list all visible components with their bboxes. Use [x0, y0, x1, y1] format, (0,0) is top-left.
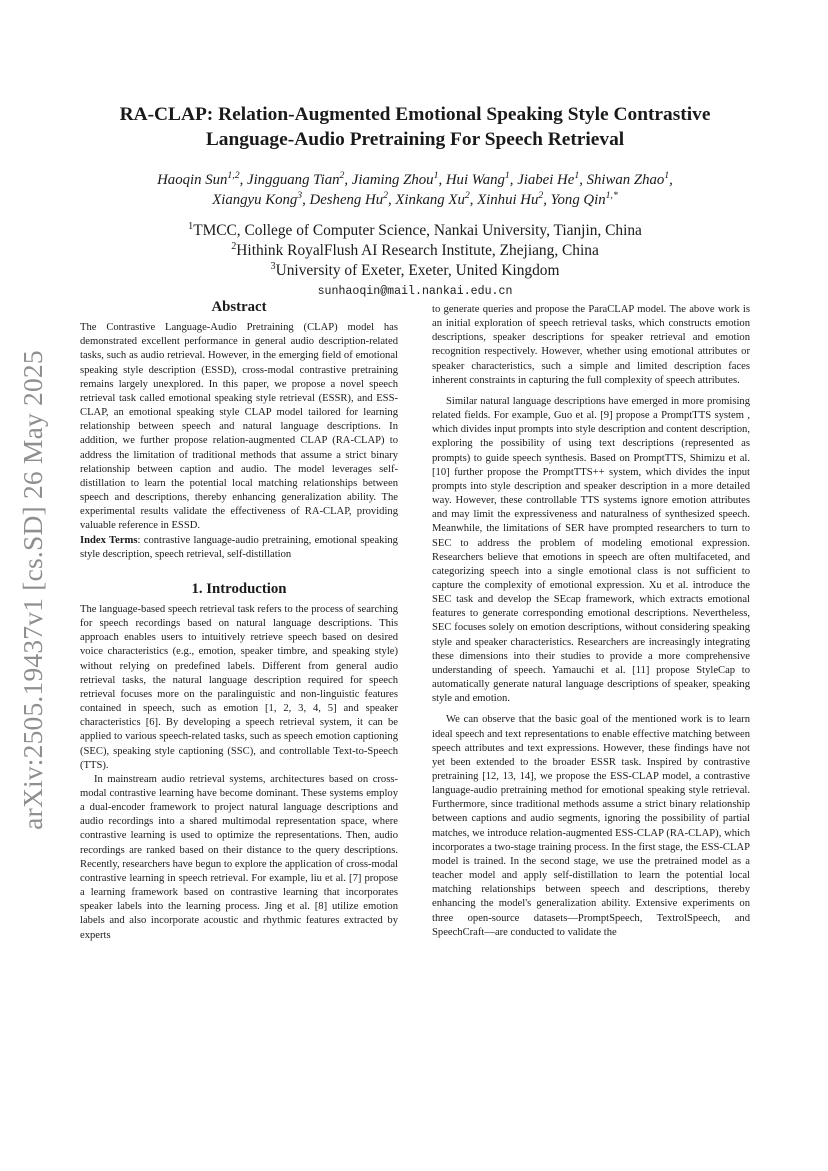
introduction-paragraph: In mainstream audio retrieval systems, architectures based on cross-modal contrastive learning have become dominant. These systems employ a dual-encoder framework to project natural language descriptions and audio recordings into a shared multimodal representation space, where contrastive learning is used to optimize the representations. Then, audio recordings are ranked based on their distance to the query descriptions. Recently, researchers have begun to explore the application of cross-modal contrastive learning in speech retrieval. For example, liu et al. [7] propose a learning framework based on contrastive learning that incorporates speaker labels into the learning process. Jing et al. [8] utilize emotion labels and also incorporate acoustic and rhythmic features extracted by experts [80, 773, 398, 941]
author-affiliation-mark: 1 [664, 170, 670, 182]
author-name: Jiabei He [517, 172, 575, 188]
author-name: Xiangyu Kong [212, 192, 298, 208]
arxiv-identifier: arXiv:2505.19437v1 [cs.SD] 26 May 2025 [17, 350, 48, 830]
index-terms-text: : contrastive language-audio pretraining, emotional speaking style description, speech retrieval, self-distillation [80, 534, 398, 560]
affiliation-text: University of Exeter, Exeter, United Kingdom [275, 262, 560, 279]
affiliation [90, 221, 740, 241]
index-terms-label: Index Terms [80, 534, 138, 546]
index-terms [80, 534, 398, 562]
author-affiliation-mark: 1 [504, 170, 510, 182]
left-column [80, 300, 398, 943]
right-column [432, 303, 750, 940]
author-affiliation-mark: 1,* [605, 190, 618, 202]
author-affiliation-mark: 3 [297, 190, 303, 202]
affiliation-mark: 1 [188, 220, 194, 232]
title-line: RA-CLAP: Relation-Augmented Emotional Speaking Style Contrastive [119, 104, 711, 125]
affiliation-mark: 3 [270, 260, 276, 272]
affiliation-list [90, 221, 740, 281]
title-line: Language-Audio Pretraining For Speech Retrieval [205, 129, 625, 150]
author-name: Haoqin Sun [157, 172, 228, 188]
body-paragraph: We can observe that the basic goal of the mentioned work is to learn ideal speech and text representations to enable effective matching between speech attributes and text expressions. However, these findings have not yet been extended to the broader ESSR task. Inspired by contrastive pretraining [12, 13, 14], we propose the ESS-CLAP model, a contrastive language-audio pretraining method for emotional speaking style retrieval. Furthermore, since traditional methods assume a strict binary relationship between captions and audio segments, ignoring the possibility of partial matches, we introduce relation-augmented ESS-CLAP (RA-CLAP), which incorporates a two-stage training process. In the first stage, the ESS-CLAP model is trained. In the second stage, we use the pretrained model as a teacher model and apply self-distillation to learn the potential local matching relationships between speech and descriptions, thereby enhancing the model's generalization ability. Extensive experiments on three open-source datasets—PromptSpeech, TextrolSpeech, and SpeechCraft—are conducted to validate the [432, 714, 750, 938]
author-list [90, 170, 740, 210]
author-line-2: Xiangyu Kong$^3$, Desheng Hu$^2$, Xinkang Xu$^2$, Xinhui Hu$^2$, Yong Qin$^{1,*}$ [212, 190, 618, 208]
author-affiliation-mark: 1,2 [227, 170, 240, 182]
author-name: Jingguang Tian [247, 172, 340, 188]
author-affiliation-mark: 2 [464, 190, 470, 202]
abstract-paragraph: The Contrastive Language-Audio Pretraining (CLAP) model has demonstrated excellent performance in general audio description-related tasks, such as audio retrieval. However, in the emerging field of emotional speaking style description (ESSD), cross-modal contrastive pretraining remains largely unexplored. In this paper, we propose a novel speech retrieval task called emotional speaking style retrieval (ESSR), and ESS-CLAP, an emotional speaking style CLAP model tailored for learning relationship between speech and natural language descriptions. In addition, we further propose relation-augmented CLAP (RA-CLAP) to address the limitation of traditional methods that assume a strict binary relationship between caption and audio. The model leverages self-distillation to learn the potential local matching relationships between speech and descriptions, thereby enhancing generalization ability. The experimental results validate the effectiveness of RA-CLAP, providing valuable reference in ESSD. [80, 322, 398, 532]
author-name: Xinkang Xu [395, 192, 465, 208]
author-line-1: Haoqin Sun$^{1,2}$, Jingguang Tian$^2$, Jiaming Zhou$^1$, Hui Wang$^1$, Jiabei He$^1$, Shiwan Zhao$^1$, [157, 170, 673, 188]
author-name: Jiaming Zhou [351, 172, 434, 188]
arxiv-watermark [10, 340, 56, 840]
abstract-heading: Abstract [211, 299, 267, 315]
author-name: Yong Qin [550, 192, 606, 208]
body-paragraph: to generate queries and propose the ParaCLAP model. The above work is an initial exploration of speech retrieval tasks, which constructs emotion descriptions, speaker descriptions for speaker retrieval and emotion recognition respectively. However, whether using emotional attributes or speaker characteristics, such a simple and limited description faces inherent constraints in capturing the full complexity of speech attributes. [432, 304, 750, 386]
body-paragraph: Similar natural language descriptions have emerged in more promising related fields. For example, Guo et al. [9] propose a PromptTTS system , which divides input prompts into style description and content description, exploring the possibility of using text descriptions (represented as prompts) to guide speech synthesis. Based on PromptTTS, Shimizu et al. [10] further propose the PromptTTS++ system, which divides the input prompts into style description and speaker description in a more detailed way. However, these controllable TTS systems ignore emotion attributes and may limit the expressiveness and naturalness of synthesized speech. Meanwhile, the limitations of SER have prompted researchers to turn to SEC to address the problem of modeling emotional expression. Researchers believe that emotions in speech are often multifaceted, and categorizing speech into a single emotional class is not sufficient to capture the complexity of emotional expression. Xu et al. introduce the SEC task and develop the SEcap framework, which extracts emotional features to generate corresponding emotional descriptions. Nevertheless, SEC focuses solely on emotion descriptions, without considering speaking style and speaker characteristics. Researchers are increasingly integrating these dimensions into their studies to provide a more comprehensive understanding of speech. Yamauchi et al. [11] propose StyleCap to automatically generate natural language descriptions of speaker, speaking style and emotion. [432, 395, 750, 705]
affiliation-text: Hithink RoyalFlush AI Research Institute, Zhejiang, China [236, 242, 599, 259]
affiliation-mark: 2 [231, 240, 237, 252]
author-affiliation-mark: 2 [538, 190, 544, 202]
author-name: Xinhui Hu [477, 192, 539, 208]
author-affiliation-mark: 2 [383, 190, 388, 202]
contact-email[interactable]: sunhaoqin@mail.nankai.edu.cn [317, 285, 513, 298]
affiliation [90, 241, 740, 261]
affiliation [90, 261, 740, 281]
paper-title [90, 102, 740, 152]
author-name: Shiwan Zhao [586, 172, 665, 188]
author-name: Desheng Hu [309, 192, 384, 208]
author-affiliation-mark: 2 [339, 170, 345, 182]
author-affiliation-mark: 1 [574, 170, 580, 182]
affiliation-text: TMCC, College of Computer Science, Nankai University, Tianjin, China [193, 222, 642, 239]
introduction-paragraph: The language-based speech retrieval task refers to the process of searching for speech recordings based on natural language descriptions. This approach enables users to intuitively retrieve speech based on desired voice characteristics (e.g., emotion, speaker timbre, and speaking style) without relying on predefined labels. Different from general audio retrieval tasks, the natural language description required for speech retrieval focuses more on the paralinguistic and non-linguistic features contained in speech, such as emotion [1, 2, 3, 4, 5] and speaker characteristics [6]. By developing a speech retrieval system, it can be applied to various speech-related tasks, such as speech emotion captioning (SEC), speaking style captioning (SSC), and controllable Text-to-Speech (TTS). [80, 603, 398, 771]
author-name: Hui Wang [445, 172, 505, 188]
introduction-heading: 1. Introduction [191, 580, 287, 597]
author-affiliation-mark: 1 [433, 170, 439, 182]
